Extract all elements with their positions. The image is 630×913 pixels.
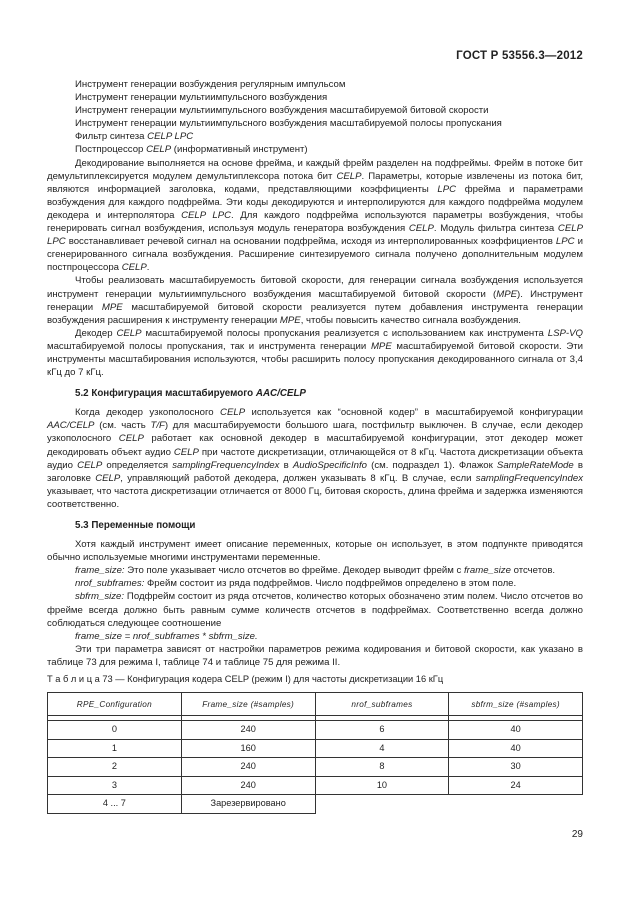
table-row: [48, 776, 583, 795]
table-cell: 240: [181, 776, 315, 795]
paragraph: Эти три параметра зависят от настройки параметров режима кодирования и битовой скорости, как указано в таблице 73 для режима I, таблице 74 и таблице 75 для режима II.: [47, 643, 583, 668]
table-cell: 240: [181, 721, 315, 740]
formula: frame_size = nrof_subframes * sbfrm_size.: [75, 630, 258, 642]
table-cell: 1: [48, 739, 182, 758]
paragraph: Чтобы реализовать масштабируемость битовой скорости, для генерации сигнала возбуждения используется инструмент генерации мультиимпульсного возбуждения масштабируемой битовой скорости (MPE). Инструмент генерации MPE масштабируемой битовой скорости реализуется путем добавления инструмента генерации возбуждения расширения к инструменту генерации MPE, чтобы повысить качество сигнала возбуждения.: [47, 275, 583, 326]
list-item: Инструмент генерации мультиимпульсного возбуждения: [75, 92, 328, 104]
table-header-cell: sbfrm_size (#samples): [449, 693, 583, 716]
table-cell: 8: [315, 758, 449, 777]
list-item: Инструмент генерации мультиимпульсного возбуждения масштабируемой полосы пропускания: [75, 118, 502, 130]
list-item: Инструмент генерации возбуждения регулярным импульсом: [75, 79, 346, 90]
document-header: ГОСТ Р 53556.3—2012: [456, 50, 583, 62]
list-item: Фильтр синтеза CELP LPC: [75, 131, 194, 143]
table-cell: 4 ... 7: [48, 795, 182, 814]
table-cell: 4: [315, 739, 449, 758]
table-row-reserved: [48, 795, 583, 814]
paragraph: Хотя каждый инструмент имеет описание переменных, которые он использует, в этом подпункте приводятся обычно используемые многими инструментами переменные.: [47, 539, 583, 564]
table-cell: 30: [449, 758, 583, 777]
list-item: Инструмент генерации мультиимпульсного возбуждения масштабируемой битовой скорости: [75, 105, 489, 117]
paragraph: Декодер CELP масштабируемой полосы пропускания реализуется с использованием как инструмента LSP-VQ масштабируемой полосы пропускания, так и инструмента генерации MPE масштабируемой битовой скорости. Эти инструменты масштабирования используются, чтобы расширить полосу пропускания декодированного сигнала от 3,4 кГц до 7 кГц.: [47, 327, 583, 379]
table-header-cell: nrof_subframes: [315, 693, 449, 716]
table-header-cell: Frame_size (#samples): [181, 693, 315, 716]
paragraph: Когда декодер узкополосного CELP используется как “основной кодер” в масштабируемой конфигурации AAC/CELP (см. часть T/F) для масштабируемости большого шага, постфильтр выключен. В случае, если декодер узкополосного CELP работает как основной декодер в масштабируемой конфигурации, этот декодер может декодировать объект аудио CELP при частоте дискретизации, отличающейся от 8 кГц. Частота дискретизации объекта аудио CELP определяется samplingFrequencyIndex в AudioSpecificInfo (см. подраздел 1). Флажок SampleRateMode в заголовке CELP, управляющий работой декодера, должен указывать 8 кГц. В случае, если samplingFrequencyIndex указывает, что частота дискретизации отличается от 8000 Гц, битовая скорость, длина фрейма и задержка изменяются соответственно.: [47, 407, 584, 510]
page-number: 29: [571, 829, 583, 840]
paragraph: Декодирование выполняется на основе фрейма, и каждый фрейм разделен на подфреймы. Фрейм в потоке бит демультиплексируется модулем демультиплексора потока бит CELP. Параметры, которые извлечены из потока бит, являются информацией заголовка, кодами, представляющими коэффициенты LPC фрейма и параметрами возбуждения для каждого подфрейма. Эти коды декодируются и интерполируются для каждого подфрейма модулем декодера и интерполятора CELP LPC. Для каждого подфрейма используются параметры возбуждения, чтобы генерировать сигнал возбуждения, используя модуль генератора возбуждения CELP. Модуль фильтра синтеза CELP LPC восстанавливает речевой сигнал на основании подфрейма, исходя из интерполированных коэффициентов LPC и сгенерированного сигнала возбуждения. Расширение синтезируемого сигнала получено дополнительным модулем постпроцессора CELP.: [47, 157, 583, 274]
page-content: [47, 78, 583, 814]
table-cell: 40: [449, 721, 583, 740]
table-cell: 240: [181, 758, 315, 777]
table-row: [48, 758, 583, 777]
paragraph: frame_size: Это поле указывает число отсчетов во фрейме. Декодер выводит фрейм с frame_size отсчетов.: [75, 565, 556, 577]
paragraph: sbfrm_size: Подфрейм состоит из ряда отсчетов, количество которых обозначено этим полем. Число отсчетов во фрейме всегда должно быть равным сумме количеств отсчетов в подфреймах. Соответственно всегда должно соблюдаться следующее соотношение: [47, 591, 583, 629]
table-row: [48, 739, 583, 758]
table-cell: 40: [449, 739, 583, 758]
table-row: [48, 721, 583, 740]
table-cell: 160: [181, 739, 315, 758]
tool-list: [47, 78, 583, 157]
table-cell: 24: [449, 776, 583, 795]
table-cell: 6: [315, 721, 449, 740]
table-cell: Зарезервировано: [181, 795, 315, 814]
table-cell: 2: [48, 758, 182, 777]
table-header-cell: RPE_Configuration: [48, 693, 182, 716]
table-cell: 10: [315, 776, 449, 795]
table-cell: 3: [48, 776, 182, 795]
table-cell: 0: [48, 721, 182, 740]
section-heading: 5.2 Конфигурация масштабируемого AAC/CELP: [75, 388, 306, 400]
section-heading: 5.3 Переменные помощи: [75, 520, 196, 531]
table-header-row: [48, 693, 583, 716]
table-caption: Т а б л и ц а 73 — Конфигурация кодера CELP (режим I) для частоты дискретизации 16 кГц: [47, 674, 444, 685]
list-item: Постпроцессор CELP (информативный инструмент): [75, 144, 308, 156]
config-table: [47, 692, 583, 814]
paragraph: nrof_subframes: Фрейм состоит из ряда подфреймов. Число подфреймов определено в этом поле.: [75, 578, 517, 590]
